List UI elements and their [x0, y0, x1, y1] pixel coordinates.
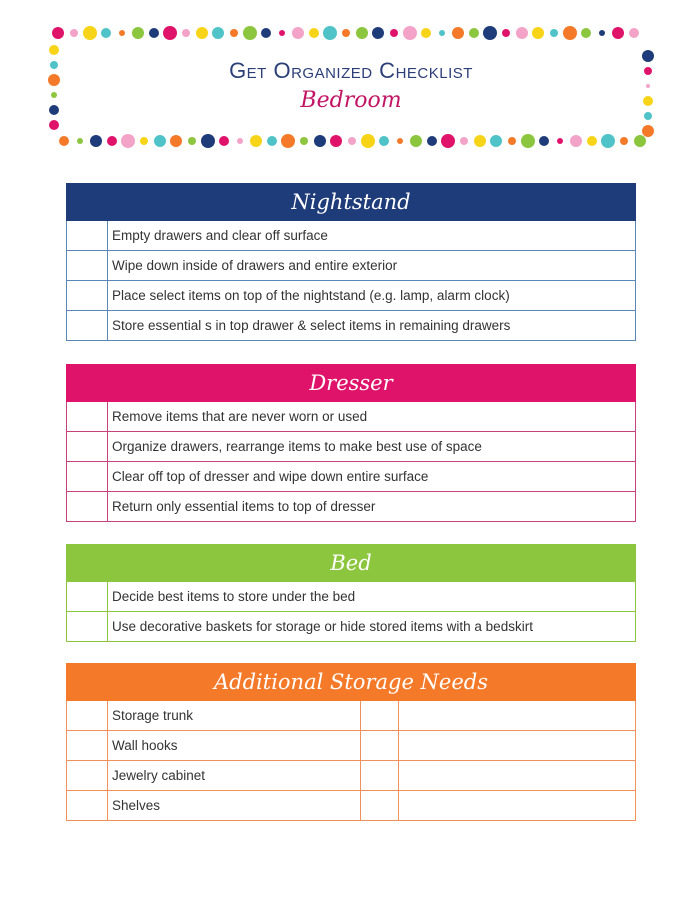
blank-cell[interactable] [399, 791, 635, 820]
border-dot [570, 135, 582, 147]
item-text: Decide best items to store under the bed [112, 589, 356, 604]
section-heading: Nightstand [66, 183, 636, 221]
checklist-row [66, 731, 636, 761]
checkbox-cell[interactable] [67, 492, 108, 521]
section-heading: Dresser [66, 364, 636, 402]
border-dot [502, 29, 510, 37]
border-dot [532, 27, 544, 39]
border-dot [403, 26, 417, 40]
checkbox-cell[interactable] [67, 402, 108, 431]
border-dot [314, 135, 326, 147]
checklist-row [66, 221, 636, 251]
border-dot [452, 27, 464, 39]
checkbox-cell[interactable] [67, 701, 108, 730]
border-dot [379, 136, 389, 146]
border-dot [469, 28, 479, 38]
border-dot [154, 135, 166, 147]
border-dot [219, 136, 229, 146]
border-dot [516, 27, 528, 39]
border-dot [644, 67, 652, 75]
banner-text [62, 40, 640, 134]
checklist-row [66, 492, 636, 522]
section-heading: Additional Storage Needs [66, 663, 636, 701]
border-dot [101, 28, 111, 38]
header-banner [48, 26, 654, 148]
border-dot [348, 137, 356, 145]
border-dot [646, 84, 650, 88]
blank-cell[interactable] [399, 761, 635, 790]
item-text: Jewelry cabinet [108, 761, 361, 790]
checklist-row [66, 612, 636, 642]
border-dot [390, 29, 398, 37]
border-dot [550, 29, 558, 37]
checkbox-cell[interactable] [67, 731, 108, 760]
border-dot [427, 136, 437, 146]
border-dot [279, 30, 285, 36]
checkbox-cell[interactable] [67, 281, 108, 310]
border-dot [508, 137, 516, 145]
border-dot [281, 134, 295, 148]
checklist-row [66, 701, 636, 731]
checkbox-cell[interactable] [67, 612, 108, 641]
checklist-row [66, 582, 636, 612]
border-dot [410, 135, 422, 147]
border-dot [59, 136, 69, 146]
checklist-row [66, 432, 636, 462]
border-dot [237, 138, 243, 144]
border-dot [587, 136, 597, 146]
border-dot [201, 134, 215, 148]
border-dot [49, 45, 59, 55]
border-dot [261, 28, 271, 38]
item-text: Store essential s in top drawer & select items in remaining drawers [112, 318, 511, 333]
border-dot [212, 27, 224, 39]
border-dot [356, 27, 368, 39]
border-dot [474, 135, 486, 147]
border-dot [490, 135, 502, 147]
checkbox-cell[interactable] [67, 221, 108, 250]
border-dot [521, 134, 535, 148]
blank-cell[interactable] [399, 701, 635, 730]
checklist-row [66, 251, 636, 281]
border-dot [250, 135, 262, 147]
item-text: Use decorative baskets for storage or hide stored items with a bedskirt [112, 619, 533, 634]
border-dot [90, 135, 102, 147]
checklist-row [66, 402, 636, 432]
item-text: Wall hooks [108, 731, 361, 760]
border-dot [397, 138, 403, 144]
border-dot [643, 96, 653, 106]
border-dot [599, 30, 605, 36]
border-dot [163, 26, 177, 40]
border-dot [50, 61, 58, 69]
border-dot [634, 135, 646, 147]
checklist-row [66, 311, 636, 341]
border-dot [620, 137, 628, 145]
border-dot [83, 26, 97, 40]
item-text: Shelves [108, 791, 361, 820]
item-text: Organize drawers, rearrange items to make best use of space [112, 439, 482, 454]
border-dot [140, 137, 148, 145]
border-dot [182, 29, 190, 37]
checkbox-cell[interactable] [67, 582, 108, 611]
border-dot [421, 28, 431, 38]
checkbox-cell[interactable] [67, 761, 108, 790]
border-dot [563, 26, 577, 40]
checkbox-cell[interactable] [361, 761, 399, 790]
border-dot [323, 26, 337, 40]
border-dot [188, 137, 196, 145]
checkbox-cell[interactable] [67, 251, 108, 280]
checkbox-cell[interactable] [361, 791, 399, 820]
checklist-row [66, 462, 636, 492]
border-dot [230, 29, 238, 37]
page-title: Get Organized Checklist [229, 58, 473, 83]
border-dot [49, 105, 59, 115]
border-dot [121, 134, 135, 148]
checklist-row [66, 281, 636, 311]
border-dot [196, 27, 208, 39]
border-dot [300, 137, 308, 145]
border-dot [539, 136, 549, 146]
item-text: Return only essential items to top of dresser [112, 499, 376, 514]
border-dot [267, 136, 277, 146]
border-dot [612, 27, 624, 39]
border-dot [149, 28, 159, 38]
page-subtitle: Bedroom [300, 88, 402, 113]
border-dot [629, 28, 639, 38]
checkbox-cell[interactable] [67, 791, 108, 820]
checkbox-cell[interactable] [67, 311, 108, 340]
border-dot [642, 125, 654, 137]
border-dot [342, 29, 350, 37]
border-dot [119, 30, 125, 36]
border-dot [460, 137, 468, 145]
blank-cell[interactable] [399, 731, 635, 760]
checkbox-cell[interactable] [361, 731, 399, 760]
item-text: Clear off top of dresser and wipe down entire surface [112, 469, 429, 484]
item-text: Empty drawers and clear off surface [112, 228, 328, 243]
section-nightstand [66, 183, 636, 341]
border-dot [51, 92, 57, 98]
item-text: Place select items on top of the nightstand (e.g. lamp, alarm clock) [112, 288, 510, 303]
border-dot [330, 135, 342, 147]
border-dot [372, 27, 384, 39]
border-dot [52, 27, 64, 39]
border-dot [70, 29, 78, 37]
border-dot [557, 138, 563, 144]
item-text: Remove items that are never worn or used [112, 409, 368, 424]
item-text: Storage trunk [108, 701, 361, 730]
border-dot [48, 74, 60, 86]
border-dot [642, 50, 654, 62]
border-dot [581, 28, 591, 38]
border-dot [292, 27, 304, 39]
checkbox-cell[interactable] [361, 701, 399, 730]
border-dot [601, 134, 615, 148]
border-dot [49, 120, 59, 130]
border-dot [132, 27, 144, 39]
section-additional-storage [66, 663, 636, 821]
border-dot [644, 112, 652, 120]
border-dot [361, 134, 375, 148]
border-dot [309, 28, 319, 38]
border-dot [441, 134, 455, 148]
border-dot [243, 26, 257, 40]
border-dot [439, 30, 445, 36]
section-heading: Bed [66, 544, 636, 582]
border-dot [77, 138, 83, 144]
checklist-row [66, 791, 636, 821]
border-dot [483, 26, 497, 40]
checkbox-cell[interactable] [67, 432, 108, 461]
border-dot [170, 135, 182, 147]
item-text: Wipe down inside of drawers and entire exterior [112, 258, 398, 273]
section-bed [66, 544, 636, 642]
border-dot [107, 136, 117, 146]
section-dresser [66, 364, 636, 522]
checklist-row [66, 761, 636, 791]
checkbox-cell[interactable] [67, 462, 108, 491]
